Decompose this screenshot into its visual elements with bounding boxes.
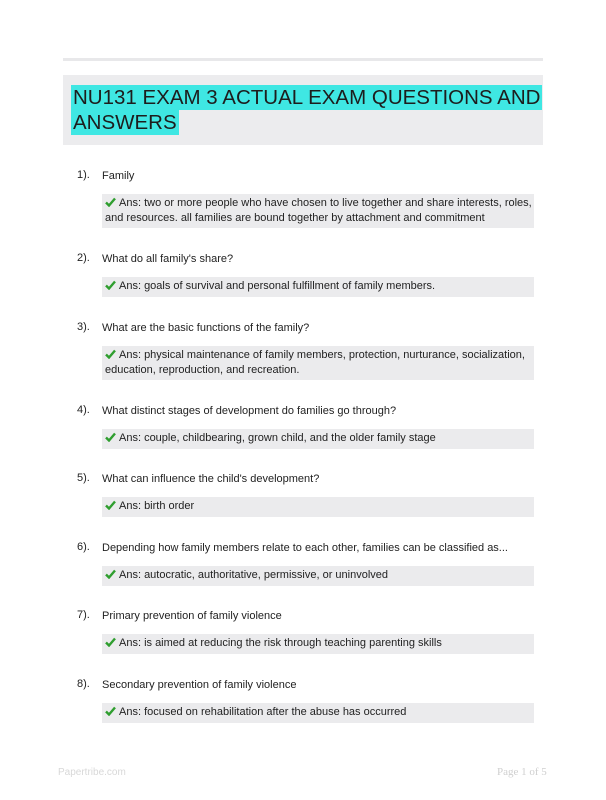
question-text: Secondary prevention of family violence [102,679,297,691]
title-banner [63,75,543,145]
check-icon [105,432,116,442]
question-number: 1). [77,169,90,181]
page-number: Page 1 of 5 [497,766,547,778]
top-divider [63,58,543,61]
check-icon [105,197,116,207]
check-icon [105,637,116,647]
check-icon [105,706,116,716]
question-number: 2). [77,252,90,264]
question-number: 4). [77,404,90,416]
question-text: What are the basic functions of the family? [102,322,310,334]
answer-box [102,429,534,449]
answer-text: Ans: couple, childbearing, grown child, and the older family stage [119,432,436,444]
answer-text: Ans: goals of survival and personal fulfillment of family members. [119,280,436,292]
answer-box [102,497,534,517]
answer-box [102,566,534,586]
answer-text: Ans: autocratic, authoritative, permissive, or uninvolved [119,569,389,581]
answer-text: Ans: two or more people who have chosen to live together and share interests, roles, and resources. all families are bound together by attachment and commitment [105,197,532,224]
question-text: What distinct stages of development do families go through? [102,405,397,417]
question-number: 6). [77,541,90,553]
answer-box [102,194,534,228]
footer-watermark: Papertribe.com [58,767,126,778]
question-number: 7). [77,609,90,621]
question-number: 8). [77,678,90,690]
check-icon [105,349,116,359]
check-icon [105,280,116,290]
answer-text: Ans: focused on rehabilitation after the abuse has occurred [119,706,407,718]
question-text: Primary prevention of family violence [102,610,282,622]
answer-text: Ans: is aimed at reducing the risk through teaching parenting skills [119,637,442,649]
answer-box [102,346,534,380]
question-text: Family [102,170,135,182]
question-number: 3). [77,321,90,333]
check-icon [105,569,116,579]
question-text: What can influence the child's development? [102,473,320,485]
answer-text: Ans: birth order [119,500,195,512]
page-title: NU131 EXAM 3 ACTUAL EXAM QUESTIONS AND ANSWERS [73,86,541,134]
question-text: What do all family's share? [102,253,234,265]
question-text: Depending how family members relate to each other, families can be classified as... [102,542,508,554]
answer-box [102,277,534,297]
answer-box [102,703,534,723]
answer-box [102,634,534,654]
question-number: 5). [77,472,90,484]
answer-text: Ans: physical maintenance of family members, protection, nurturance, socialization, education, reproduction, and recreation. [105,349,525,376]
check-icon [105,500,116,510]
